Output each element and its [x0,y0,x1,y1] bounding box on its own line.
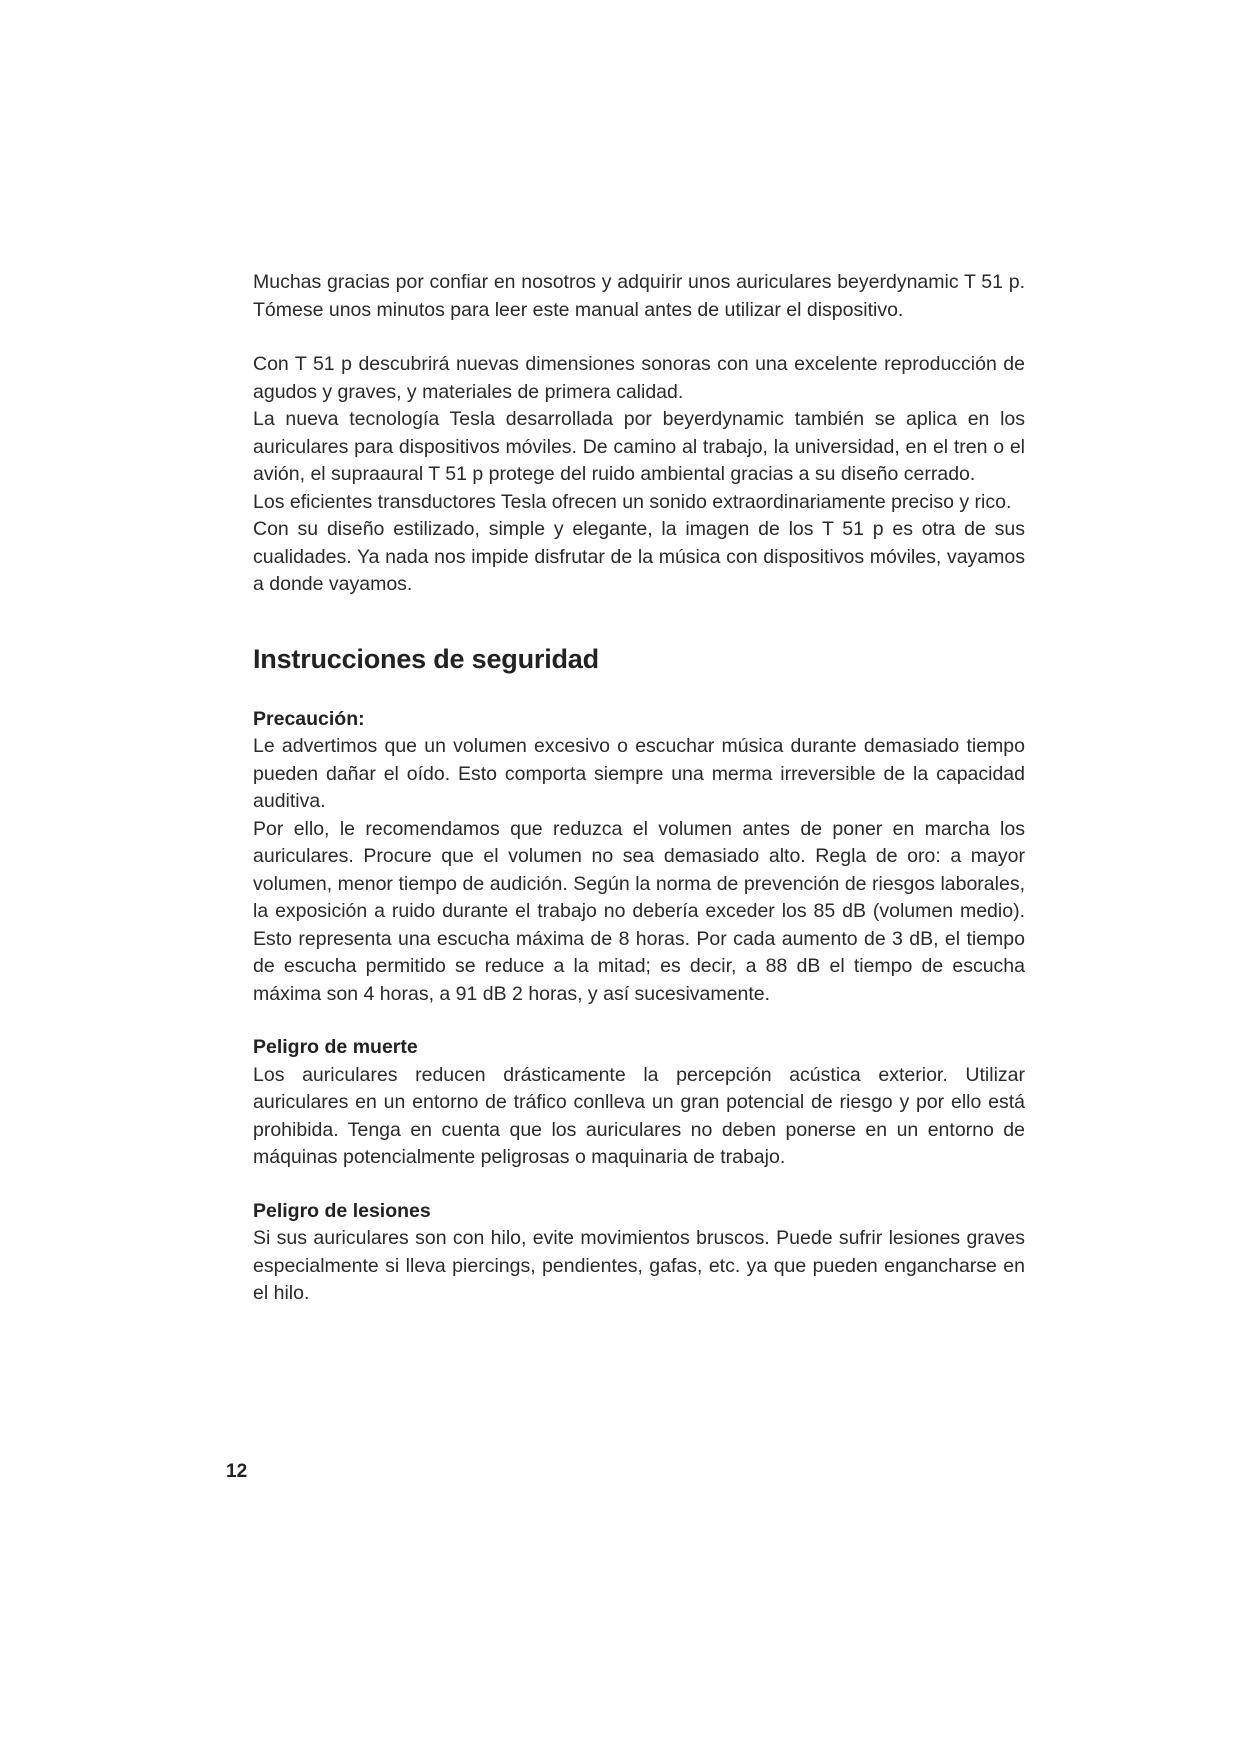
section-spacer [253,1008,1025,1034]
injury-danger-paragraph: Si sus auriculares son con hilo, evite movimientos bruscos. Puede sufrir lesiones graves especialmente si lleva piercings, pendientes, gafas, etc. ya que pueden engancharse en el hilo. [253,1227,1025,1304]
injury-danger-title: Peligro de lesiones [253,1199,431,1222]
caution-paragraph-2: Por ello, le recomendamos que reduzca el volumen antes de poner en marcha los auriculares. Procure que el volumen no sea demasiado alto. Regla de oro: a mayor volumen, menor tiempo de audición. Según la norma de prevención de riesgos laborales, la exposición a ruido durante el trabajo no debería exceder los 85 dB (volumen medio). Esto representa una escucha máxima de 8 horas. Por cada aumento de 3 dB, el tiempo de escucha permitido se reduce a la mitad; es decir, a 88 dB el tiempo de escucha máxima son 4 horas, a 91 dB 2 horas, y así sucesivamente. [253,817,1025,1005]
caution-paragraph-1: Le advertimos que un volumen excesivo o escuchar música durante demasiado tiempo pueden dañar el oído. Esto comporta siempre una merma irreversible de la capacidad auditiva. [253,735,1025,812]
section-spacer [253,1172,1025,1198]
death-danger-title: Peligro de muerte [253,1036,418,1058]
caution-title: Precaución: [253,707,365,730]
death-danger-paragraph: Los auriculares reducen drásticamente la percepción acústica exterior. Utilizar auriculares en un entorno de tráfico conlleva un gran potencial de riesgo y por ello está prohibida. Tenga en cuenta que los auriculares no deben ponerse en un entorno de máquinas potencialmente peligrosas o maquinaria de trabajo. [253,1063,1025,1168]
safety-heading: Instrucciones de seguridad [253,643,599,674]
intro-paragraph-transducers: Los eficientes transductores Tesla ofrecen un sonido extraordinariamente preciso y rico. [253,490,1012,513]
intro-paragraph-sound: Con T 51 p descubrirá nuevas dimensiones sonoras con una excelente reproducción de agudos y graves, y materiales de primera calidad. [253,353,1025,403]
intro-paragraph-thanks: Muchas gracias por confiar en nosotros y adquirir unos auriculares beyerdynamic T 51 p. Tómese unos minutos para leer este manual antes de utilizar el dispositivo. [253,271,1025,321]
intro-paragraph-design: Con su diseño estilizado, simple y elegante, la imagen de los T 51 p es otra de sus cualidades. Ya nada nos impide disfrutar de la música con dispositivos móviles, vayamos a donde vayamos. [253,518,1025,595]
page-number: 12 [226,1461,248,1482]
intro-paragraph-tesla: La nueva tecnología Tesla desarrollada por beyerdynamic también se aplica en los auriculares para dispositivos móviles. De camino al trabajo, la universidad, en el tren o el avión, el supraaural T 51 p protege del ruido ambiental gracias a su diseño cerrado. [253,408,1025,485]
paragraph-spacer [253,324,1025,351]
page-content [253,269,1025,1308]
